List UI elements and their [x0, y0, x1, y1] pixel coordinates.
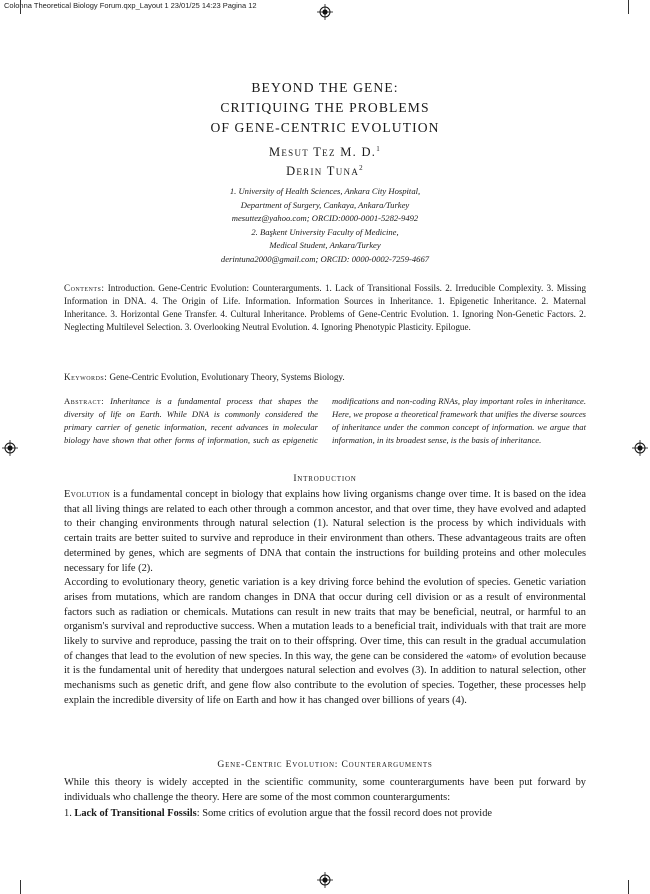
crop-mark-bottom-right: [628, 880, 629, 894]
keywords-section: [64, 371, 586, 384]
paragraph-text: is a fundamental concept in biology that explains how living organisms change over time. It is based on the idea that all living things are related to each other through a common ancestor, and that over time, they have evolved and adapted to their changing environments through natural selection (1). Natural selection is the process by which individuals with certain traits are better suited to survive and reproduce in their environment than others. These advantageous traits are often determined by genes, which are segments of DNA that contain the instructions for building proteins and other molecules necessary for life (2).: [64, 489, 586, 574]
title-line: CRITIQUING THE PROBLEMS: [220, 100, 430, 115]
section-heading-introduction: Introduction: [293, 473, 357, 484]
affiliation-line: mesuttez@yahoo.com; ORCID:0000-0001-5282-9492: [231, 213, 419, 223]
keywords-label: Keywords:: [64, 372, 108, 382]
abstract-text: Inheritance is a fundamental process that shapes the diversity of life on Earth. While DNA is commonly considered the primary carrier of genetic information, recent advances in molecular biology have shown that other forms of information, such as epigenetic modifications and non-coding RNAs, play important roles in inheritance. Here, we propose a theoretical framework that unifies the diverse sources of inheritance under the common concept of information. we argue that information, in its broadest sense, is the basis of inheritance.: [64, 396, 586, 445]
introduction-body: [64, 488, 586, 709]
registration-mark-right-icon: [632, 440, 648, 456]
title-line: OF GENE-CENTRIC EVOLUTION: [210, 120, 440, 135]
list-item-label: Lack of Transitional Fossils: [74, 808, 197, 820]
author-name: Derin Tuna: [286, 164, 360, 179]
affiliation-line: 2. Başkent University Faculty of Medicine,: [251, 226, 399, 237]
list-number: 1.: [64, 808, 75, 820]
affiliation-line: derintuna2000@gmail.com; ORCID: 0000-0002-7259-4667: [220, 253, 430, 264]
keywords-text: Gene-Centric Evolution, Evolutionary Theory, Systems Biology.: [109, 372, 345, 382]
abstract-section: [64, 395, 586, 447]
registration-mark-top-icon: [317, 4, 333, 20]
registration-mark-left-icon: [2, 440, 18, 456]
paragraph: While this theory is widely accepted in the scientific community, some counterarguments have been put forward by individuals who challenge the theory. Here are some of the most common counterarguments:: [64, 777, 586, 803]
author-1: [0, 145, 650, 160]
affiliation-line: Department of Surgery, Cankaya, Ankara/Turkey: [240, 199, 410, 210]
crop-mark-top-left: [20, 0, 21, 14]
author-name: Mesut Tez M. D.: [268, 145, 377, 160]
registration-mark-bottom-icon: [317, 872, 333, 888]
title-line: BEYOND THE GENE:: [251, 80, 399, 95]
crop-mark-top-right: [628, 0, 629, 14]
affiliations: [0, 185, 650, 266]
contents-text: Introduction. Gene-Centric Evolution: Counterarguments. 1. Lack of Transitional Fossils. 2. Irreducible Complexity. 3. Missing Information in DNA. 4. The Origin of Life. Information. Information Sources in Inheritance. 1. Epigenetic Inheritance. 2. Maternal Inheritance. 3. Horizontal Gene Transfer. 4. Cultural Inheritance. Problems of Gene-Centric Evolution. 1. Ignoring Non-Genetic Factors. 2. Neglecting Multilevel Selection. 3. Overlooking Neutral Evolution. 4. Ignoring Phenotypic Plasticity. Epilogue.: [64, 283, 587, 332]
paragraph-lead-word: Evolution: [64, 489, 111, 500]
crop-mark-bottom-left: [20, 880, 21, 894]
article-title: [0, 78, 650, 138]
author-2: [0, 164, 650, 179]
contents-section: [64, 282, 586, 334]
paragraph: [64, 488, 586, 576]
abstract-label: Abstract:: [64, 396, 105, 406]
affiliation-line: 1. University of Health Sciences, Ankara City Hospital,: [229, 186, 421, 196]
printer-slug: Colonna Theoretical Biology Forum.qxp_Layout 1 23/01/25 14:23 Pagina 12: [4, 1, 257, 10]
affiliation-line: Medical Student, Ankara/Turkey: [269, 240, 381, 250]
paragraph: According to evolutionary theory, genetic variation is a key driving force behind the evolution of species. Genetic variation arises from mutations, which are random changes in DNA that occur during cell division or as a result of environmental factors such as radiation or chemicals. Mutations can result in new traits that may be beneficial, neutral, or harmful to an organism's survival and reproductive success. When a mutation leads to a beneficial trait, individuals with that trait are more likely to survive and reproduce, passing the trait on to their offspring. Over time, this can result in the gradual accumulation of changes that lead to the evolution of new species. In this way, the gene can be considered the «atom» of evolution because it is the fundamental unit of heredity that undergoes natural selection and evolves (3). In addition to natural selection, other mechanisms such as genetic drift, and gene flow also contribute to the evolution of species. Together, these processes help explain the incredible diversity of life on Earth and how it has changed over billions of years (4).: [64, 577, 586, 706]
author-superscript: 2: [359, 164, 364, 172]
contents-label: Contents:: [64, 283, 105, 293]
counterarguments-body: [64, 776, 586, 822]
list-item: [64, 807, 586, 822]
list-item-text: : Some critics of evolution argue that the fossil record does not provide: [196, 808, 492, 820]
section-heading-counterarguments: Gene-Centric Evolution: Counterarguments: [217, 759, 433, 770]
author-superscript: 1: [376, 145, 382, 153]
